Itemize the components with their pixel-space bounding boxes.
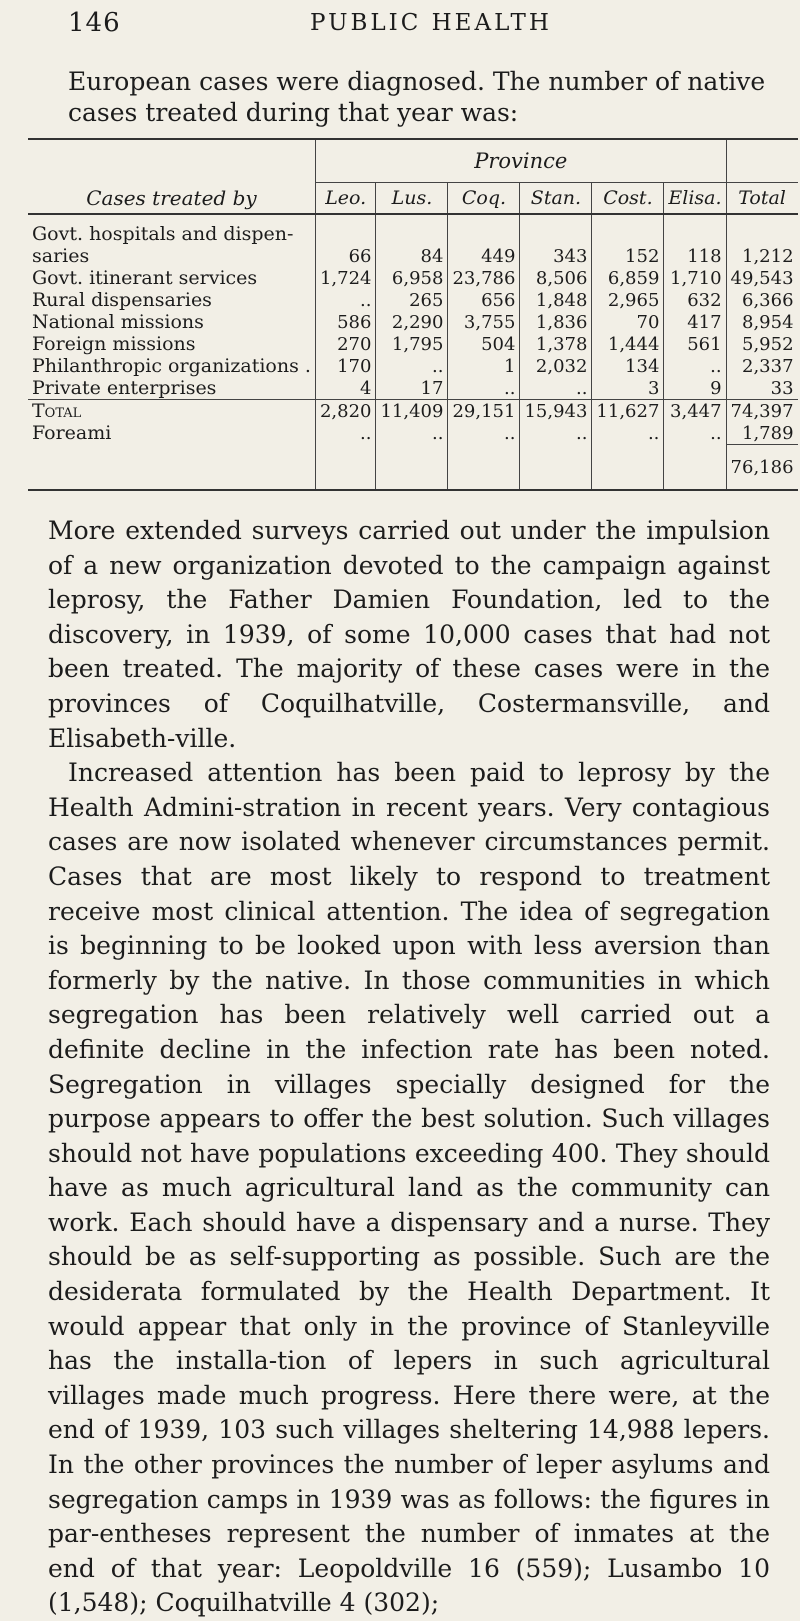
column-header: Leo. bbox=[315, 183, 376, 215]
table-cell: .. bbox=[592, 422, 664, 445]
table-cell: 6,958 bbox=[376, 267, 448, 289]
label-column-header: Cases treated by bbox=[28, 183, 315, 215]
row-label: Rural dispensaries bbox=[32, 289, 212, 311]
table-cell: 15,943 bbox=[520, 400, 592, 423]
table-cell: 1,444 bbox=[592, 333, 664, 355]
column-header: Cost. bbox=[592, 183, 664, 215]
table-row bbox=[28, 267, 798, 289]
table-body bbox=[28, 214, 798, 400]
foreami-row bbox=[28, 422, 798, 445]
table-cell: 118 bbox=[664, 245, 726, 267]
table-cell: 3,447 bbox=[664, 400, 726, 423]
table-cell: 2,820 bbox=[315, 400, 376, 423]
table-cell: 1,848 bbox=[520, 289, 592, 311]
paragraph: More extended surveys carried out under the impulsion of a new organization devoted to the campaign against leprosy, the Father Damien Foundation, led to the discovery, in 1939, of some 10,000 cases that had not been treated. The majority of these cases were in the provinces of Coquilhatville, Costermansville, and Elisabeth-ville. bbox=[48, 516, 770, 753]
table-row bbox=[28, 289, 798, 311]
table-cell: 561 bbox=[664, 333, 726, 355]
table-cell: 343 bbox=[520, 245, 592, 267]
table-cell: 449 bbox=[448, 245, 520, 267]
table-cell: 632 bbox=[664, 289, 726, 311]
table-cell: 270 bbox=[315, 333, 376, 355]
grand-total-value: 76,186 bbox=[726, 445, 797, 491]
intro-text: European cases were diagnosed. The number of native cases treated during that year was: bbox=[68, 67, 766, 127]
table-cell: 417 bbox=[664, 311, 726, 333]
table-cell: 2,032 bbox=[520, 355, 592, 377]
table-cell bbox=[664, 214, 726, 245]
row-label: National missions bbox=[32, 311, 204, 333]
table-cell: .. bbox=[376, 422, 448, 445]
table-cell bbox=[726, 214, 797, 245]
column-header: Elisa. bbox=[664, 183, 726, 215]
table-row bbox=[28, 214, 798, 245]
table-row bbox=[28, 333, 798, 355]
column-header: Total bbox=[726, 183, 797, 215]
table-cell: .. bbox=[520, 377, 592, 400]
table-cell: 5,952 bbox=[726, 333, 797, 355]
table-cell: 2,290 bbox=[376, 311, 448, 333]
table-cell: 2,965 bbox=[592, 289, 664, 311]
table-cell: 8,506 bbox=[520, 267, 592, 289]
table-cell: 70 bbox=[592, 311, 664, 333]
table-cell bbox=[448, 214, 520, 245]
table-row bbox=[28, 377, 798, 400]
table-cell: 504 bbox=[448, 333, 520, 355]
running-title: PUBLIC HEALTH bbox=[310, 10, 552, 36]
table-cell: 29,151 bbox=[448, 400, 520, 423]
table-cell: .. bbox=[448, 422, 520, 445]
page-number: 146 bbox=[68, 8, 121, 38]
row-label: Total bbox=[28, 400, 315, 423]
table-cell: 11,409 bbox=[376, 400, 448, 423]
row-label: Govt. hospitals and dispen- bbox=[32, 223, 294, 245]
table-cell: 3,755 bbox=[448, 311, 520, 333]
table-cell: 1,710 bbox=[664, 267, 726, 289]
table-cell: 9 bbox=[664, 377, 726, 400]
table-cell: 8,954 bbox=[726, 311, 797, 333]
table-cell: 4 bbox=[315, 377, 376, 400]
row-label: Foreami bbox=[32, 422, 112, 445]
table-cell: 49,543 bbox=[726, 267, 797, 289]
table-cell: .. bbox=[376, 355, 448, 377]
cases-table bbox=[28, 138, 794, 491]
column-header: Stan. bbox=[520, 183, 592, 215]
column-header: Coq. bbox=[448, 183, 520, 215]
table-cell: 11,627 bbox=[592, 400, 664, 423]
table-cell: 1,795 bbox=[376, 333, 448, 355]
table-cell: 6,366 bbox=[726, 289, 797, 311]
table-cell: 74,397 bbox=[726, 400, 797, 423]
table-cell: 152 bbox=[592, 245, 664, 267]
table-cell: .. bbox=[520, 422, 592, 445]
table-cell: 2,337 bbox=[726, 355, 797, 377]
province-header: Province bbox=[315, 139, 726, 183]
table-cell: 1,836 bbox=[520, 311, 592, 333]
table-cell: 1,212 bbox=[726, 245, 797, 267]
table-group-header-row bbox=[28, 139, 798, 183]
table-cell bbox=[376, 214, 448, 245]
table-cell: 265 bbox=[376, 289, 448, 311]
column-header: Lus. bbox=[376, 183, 448, 215]
table-cell: 23,786 bbox=[448, 267, 520, 289]
table-cell: 134 bbox=[592, 355, 664, 377]
table-cell: 33 bbox=[726, 377, 797, 400]
table-cell: 1,378 bbox=[520, 333, 592, 355]
table-cell: 1,724 bbox=[315, 267, 376, 289]
table-cell: .. bbox=[664, 355, 726, 377]
table-cell: .. bbox=[315, 289, 376, 311]
table-cell: 656 bbox=[448, 289, 520, 311]
table-cell bbox=[315, 214, 376, 245]
row-label: Philanthropic organizations . bbox=[32, 355, 311, 377]
table-row bbox=[28, 311, 798, 333]
body-text bbox=[48, 514, 770, 1621]
row-label: Private enterprises bbox=[32, 377, 217, 399]
table-cell: 3 bbox=[592, 377, 664, 400]
table-cell: 66 bbox=[315, 245, 376, 267]
paragraph: Increased attention has been paid to leprosy by the Health Admini-stration in recent years. Very contagious cases are now isolated whenever circumstances permit. Cases that are most likely to respond to treatment receive most clinical attention. The idea of segregation is beginning to be looked upon with less aversion than formerly by the native. In those communities in which segregation has been relatively well carried out a definite decline in the infection rate has been noted. Segregation in villages specially designed for the purpose appears to offer the best solution. Such villages should not have populations exceeding 400. They should have as much agricultural land as the community can work. Each should have a dispensary and a nurse. They should be as self-supporting as possible. Such are the desiderata formulated by the Health Department. It would appear that only in the province of Stanleyville has the installa-tion of lepers in such agricultural villages made much progress. Here there were, at the end of 1939, 103 such villages sheltering 14,988 lepers. In the other provinces the number of leper asylums and segregation camps in 1939 was as follows: the figures in par-entheses represent the number of inmates at the end of that year: Leopoldville 16 (559); Lusambo 10 (1,548); Coquilhatville 4 (302); bbox=[48, 758, 770, 1618]
table-cell: 6,859 bbox=[592, 267, 664, 289]
table-row bbox=[28, 245, 798, 267]
row-label: Foreign missions bbox=[32, 333, 196, 355]
total-row bbox=[28, 400, 798, 423]
table-cell bbox=[592, 214, 664, 245]
table-cell: 1,789 bbox=[726, 422, 797, 445]
table-cell: .. bbox=[315, 422, 376, 445]
table-cell: 586 bbox=[315, 311, 376, 333]
table-cell: .. bbox=[664, 422, 726, 445]
table-cell: .. bbox=[448, 377, 520, 400]
table-cell: 84 bbox=[376, 245, 448, 267]
row-label: Govt. itinerant services bbox=[32, 267, 258, 289]
table-column-header-row bbox=[28, 183, 798, 215]
row-label: saries bbox=[32, 245, 90, 267]
page-header bbox=[68, 8, 760, 48]
grand-total-row bbox=[28, 445, 798, 491]
table-cell: 170 bbox=[315, 355, 376, 377]
table-cell bbox=[520, 214, 592, 245]
table-cell: 1 bbox=[448, 355, 520, 377]
table-cell: 17 bbox=[376, 377, 448, 400]
table-row bbox=[28, 355, 798, 377]
